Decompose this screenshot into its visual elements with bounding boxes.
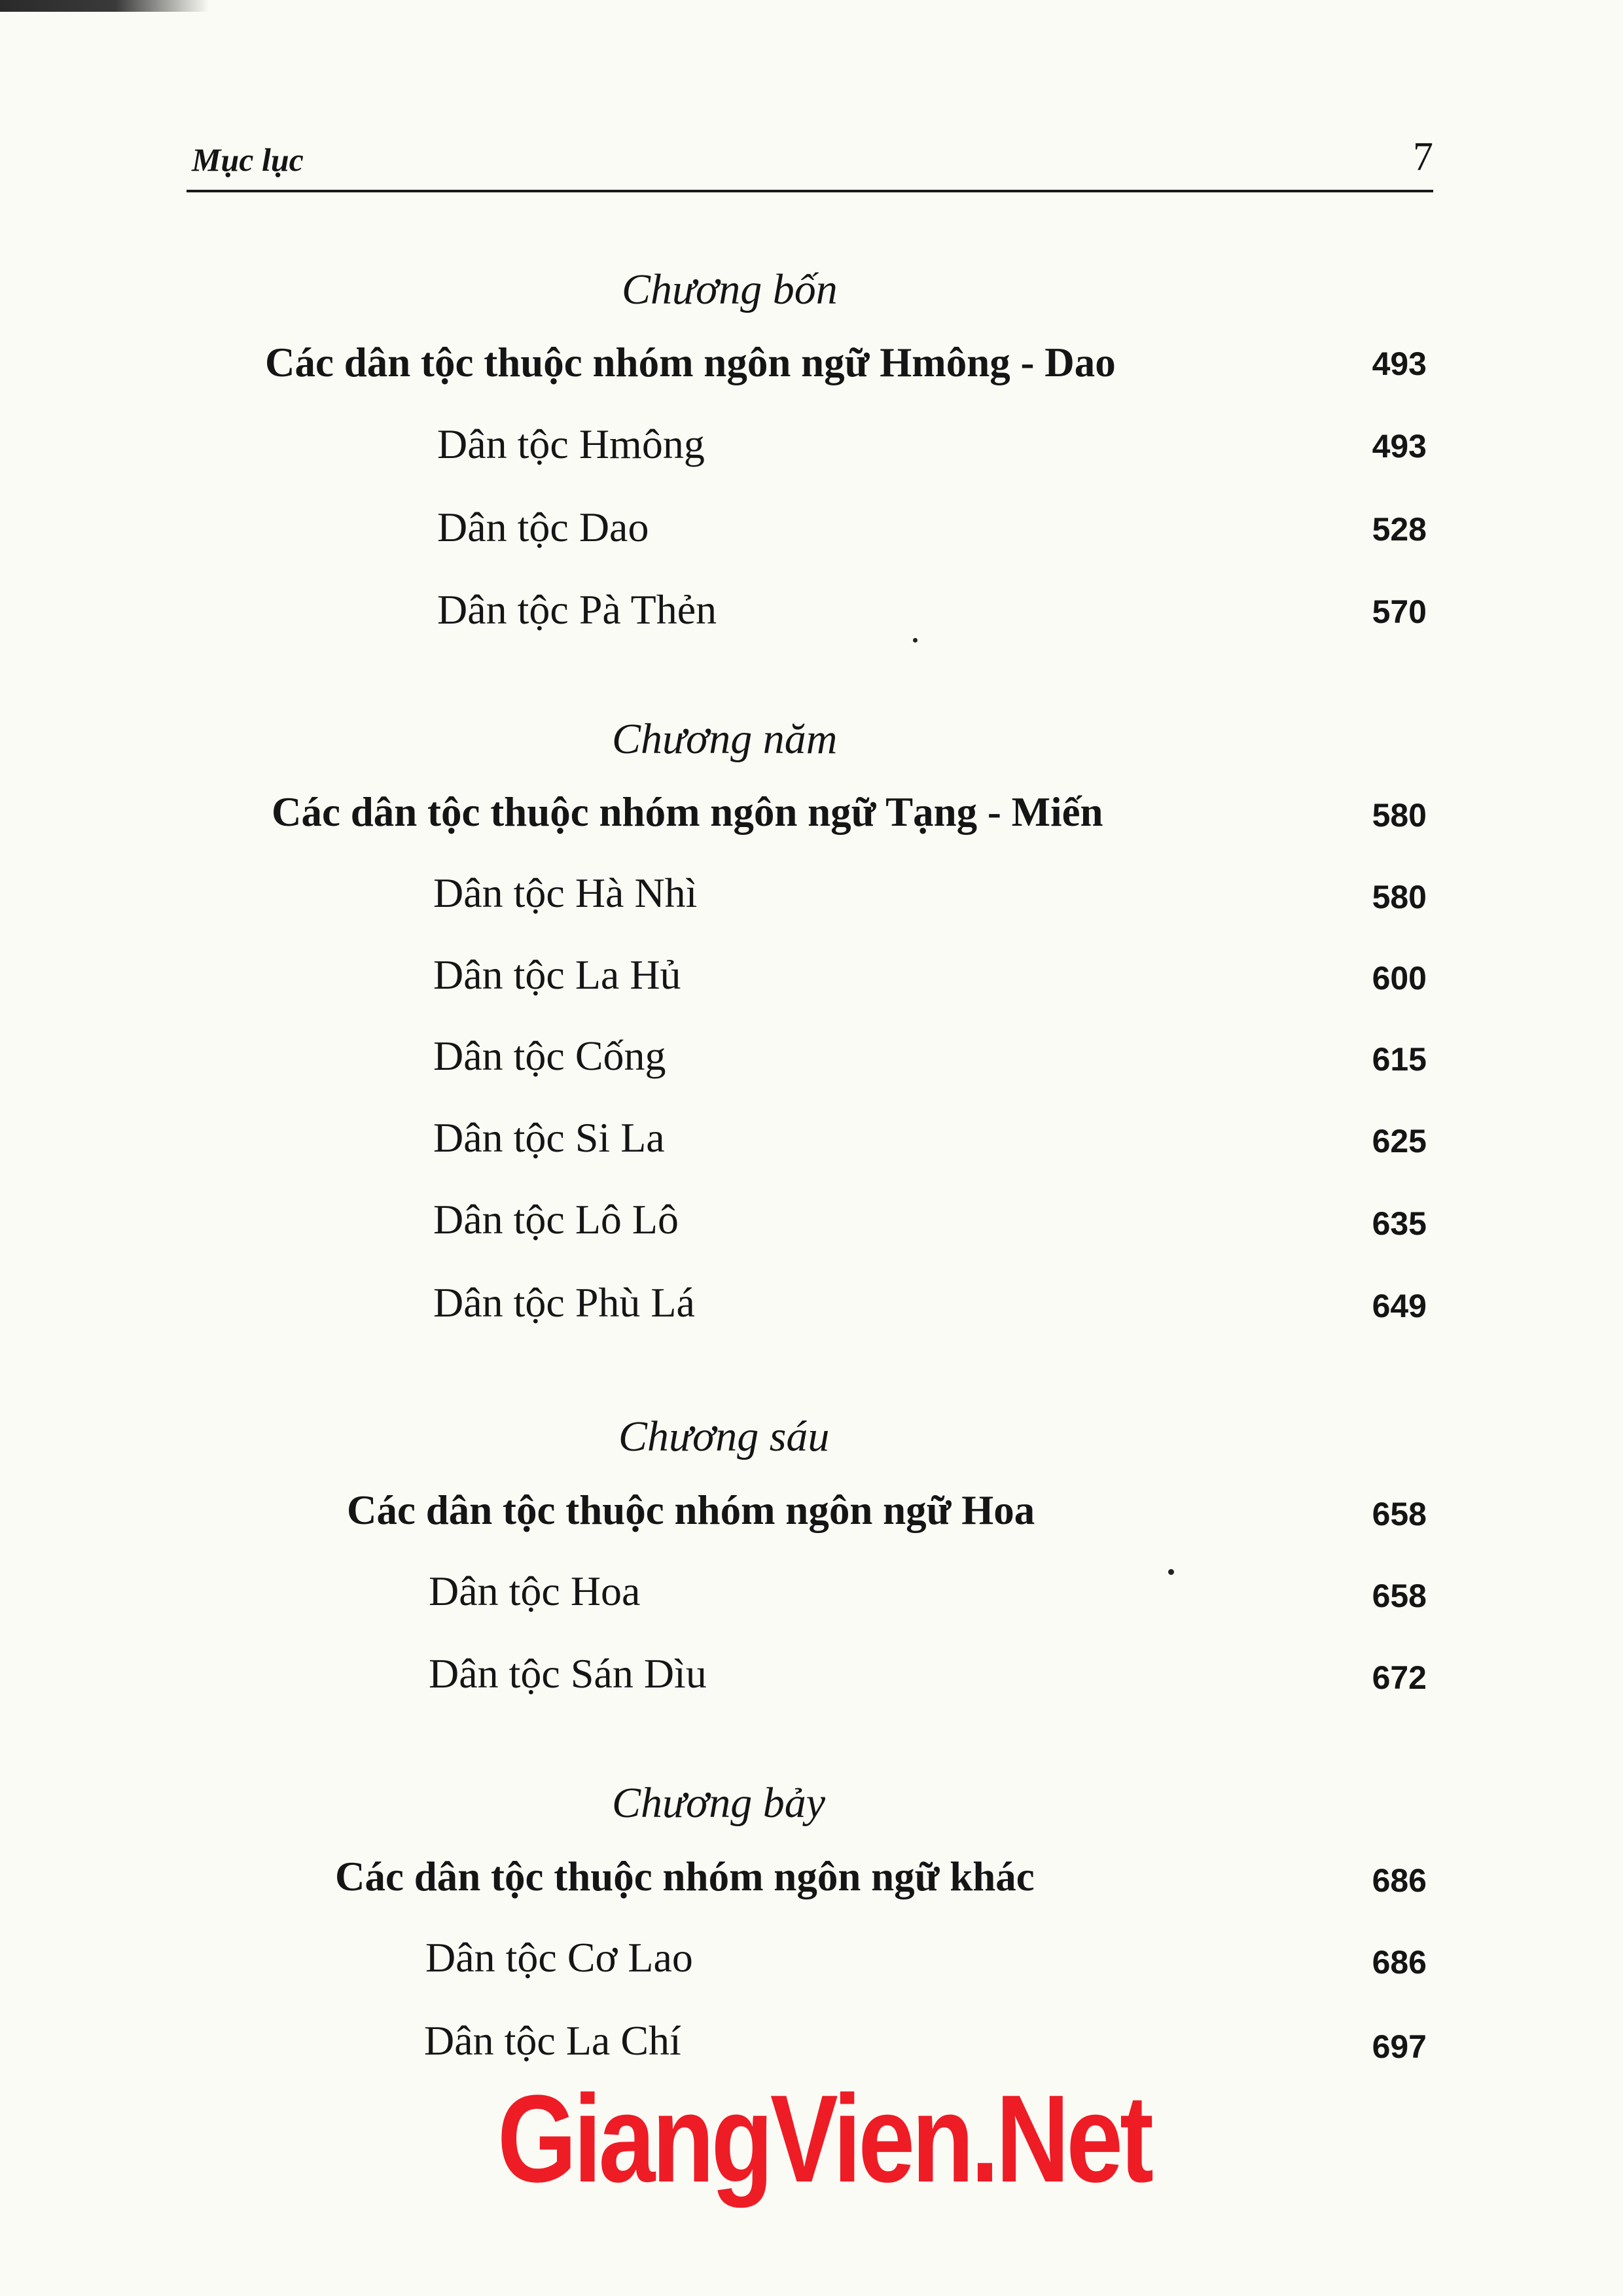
toc-entry-page: 625 xyxy=(1372,1123,1427,1159)
toc-entry-title: Dân tộc Pà Thẻn xyxy=(437,586,717,633)
scan-speck xyxy=(913,638,918,643)
header-page-number: 7 xyxy=(1413,135,1433,179)
group-title: Các dân tộc thuộc nhóm ngôn ngữ Tạng - Miến xyxy=(272,789,1103,835)
toc-entry-page: 570 xyxy=(1372,593,1427,630)
header-section-title: Mục lục xyxy=(192,141,304,178)
watermark-text: GiangVien.Net xyxy=(497,2070,1151,2208)
toc-entry-title: Dân tộc Lô Lô xyxy=(433,1196,679,1243)
toc-entry-page: 615 xyxy=(1372,1041,1427,1078)
group-page-number: 658 xyxy=(1372,1496,1427,1532)
running-header xyxy=(187,134,1433,192)
toc-entry-title: Dân tộc Cống xyxy=(433,1033,666,1079)
group-page-number: 493 xyxy=(1372,345,1427,382)
toc-entry-page: 635 xyxy=(1372,1205,1427,1242)
scan-edge-mark xyxy=(0,0,209,12)
group-page-number: 686 xyxy=(1372,1862,1427,1899)
scan-speck xyxy=(1168,1569,1174,1575)
chapter-label: Chương năm xyxy=(612,715,838,763)
toc-entry-title: Dân tộc Si La xyxy=(433,1114,665,1161)
group-title: Các dân tộc thuộc nhóm ngôn ngữ khác xyxy=(335,1854,1035,1899)
toc-entry-page: 672 xyxy=(1372,1659,1427,1696)
chapter-label: Chương sáu xyxy=(618,1413,830,1460)
group-title: Các dân tộc thuộc nhóm ngôn ngữ Hmông - Dao xyxy=(265,340,1116,385)
toc-entry-title: Dân tộc Cơ Lao xyxy=(425,1934,693,1981)
chapter-label: Chương bốn xyxy=(622,266,838,313)
toc-entry-page: 649 xyxy=(1372,1288,1427,1324)
toc-entry-page: 697 xyxy=(1372,2028,1427,2065)
toc-entry-page: 600 xyxy=(1372,960,1427,997)
toc-entry-title: Dân tộc La Chí xyxy=(424,2017,681,2064)
toc-entry-page: 493 xyxy=(1372,428,1427,465)
group-page-number: 580 xyxy=(1372,797,1427,834)
toc-entry-title: Dân tộc Dao xyxy=(437,504,649,550)
toc-entry-title: Dân tộc Hoa xyxy=(429,1568,641,1614)
toc-entry-page: 528 xyxy=(1372,511,1427,548)
chapter-label: Chương bảy xyxy=(612,1779,826,1827)
toc-entry-page: 686 xyxy=(1372,1944,1427,1981)
toc-entry-title: Dân tộc Sán Dìu xyxy=(429,1650,707,1697)
toc-entry-page: 580 xyxy=(1372,879,1427,915)
toc-entry-title: Dân tộc Hmông xyxy=(437,421,705,467)
toc-entry-title: Dân tộc Phù Lá xyxy=(433,1279,695,1326)
group-title: Các dân tộc thuộc nhóm ngôn ngữ Hoa xyxy=(347,1487,1035,1533)
toc-entry-page: 658 xyxy=(1372,1578,1427,1614)
toc-entry-title: Dân tộc Hà Nhì xyxy=(433,870,698,916)
toc-entry-title: Dân tộc La Hủ xyxy=(433,951,681,998)
